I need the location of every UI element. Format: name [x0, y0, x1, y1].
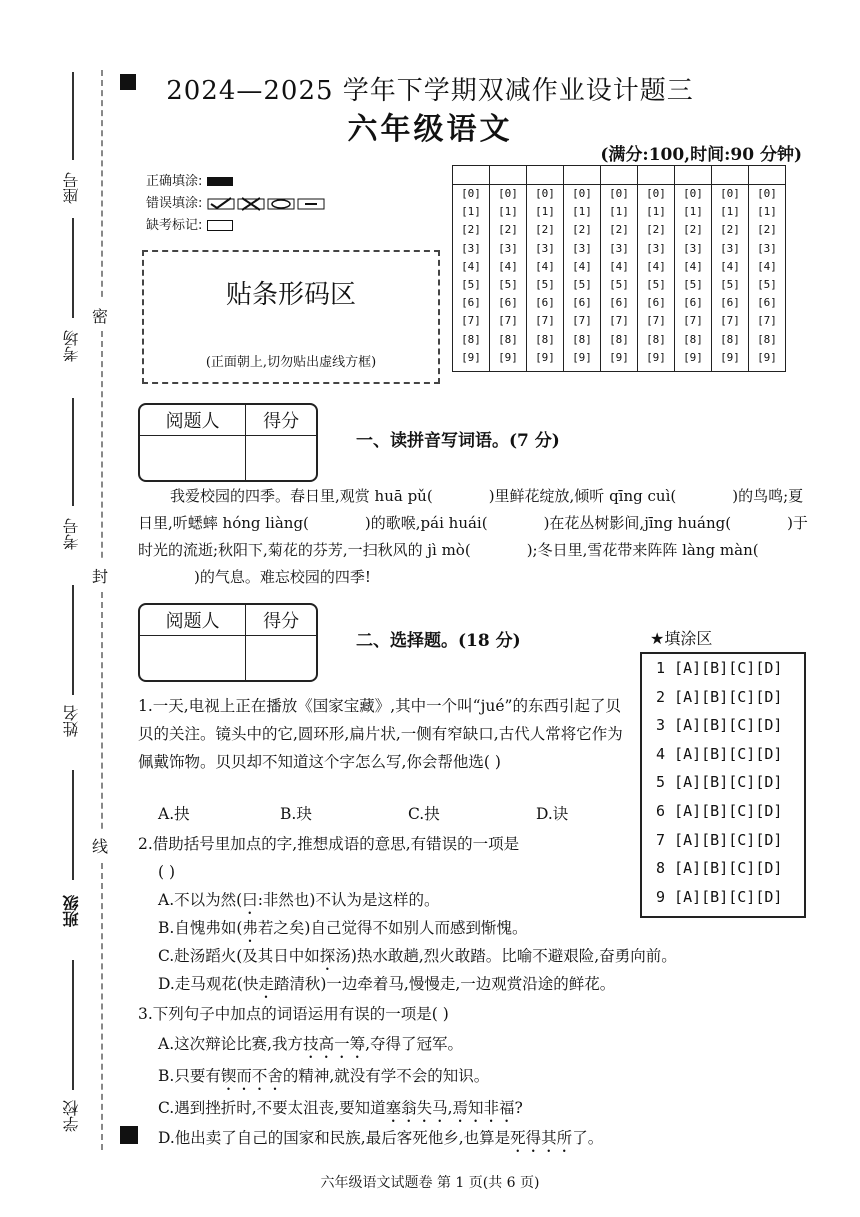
id-bubble[interactable]: [4] — [712, 258, 749, 276]
q3-option-a[interactable] — [158, 1030, 463, 1062]
id-digit-entry[interactable] — [601, 166, 638, 185]
grid-pad — [712, 367, 749, 372]
q2c-post: 汤)热水敢趟,烈火敢踏。比喻不避艰险,奋勇向前。 — [335, 947, 677, 965]
barcode-note: (正面朝上,切勿贴出虚线方框) — [205, 355, 377, 370]
id-bubble[interactable]: [3] — [490, 240, 527, 258]
id-bubble[interactable]: [6] — [564, 294, 601, 312]
id-bubble[interactable]: [9] — [638, 349, 675, 367]
grid-pad — [749, 367, 786, 372]
alignment-marker-bottom — [120, 1126, 138, 1144]
id-bubble[interactable]: [0] — [490, 185, 527, 204]
q2a-pre: A.不以为然( — [158, 891, 243, 909]
id-bubble[interactable]: [1] — [638, 203, 675, 221]
id-bubble[interactable]: [5] — [490, 276, 527, 294]
q3a-post: ,夺得了冠军。 — [365, 1035, 464, 1053]
q2c-dot: 探 — [319, 947, 336, 965]
q1-option-b[interactable]: B.玦 — [280, 805, 312, 823]
q3b-dot: 锲而不舍 — [220, 1067, 283, 1085]
school-line — [72, 960, 74, 1090]
id-bubble[interactable]: [8] — [453, 331, 490, 349]
class-label: 班级 — [62, 895, 81, 927]
q1-option-d[interactable]: D.诀 — [536, 805, 569, 823]
id-bubble[interactable]: [2] — [564, 221, 601, 239]
id-digit-entry[interactable] — [638, 166, 675, 185]
grid-pad — [601, 367, 638, 372]
q3c-pre: C.遇到挫折时,不要太沮丧,要知道 — [158, 1099, 386, 1117]
pinyin-text-7: );冬日里,雪花带来阵阵 làng màn( — [526, 541, 759, 559]
filled-mark-icon — [207, 177, 233, 186]
question-1 — [138, 692, 634, 776]
id-bubble[interactable]: [1] — [601, 203, 638, 221]
id-bubble[interactable]: [8] — [712, 331, 749, 349]
id-bubble[interactable]: [7] — [638, 312, 675, 330]
id-bubble[interactable]: [9] — [601, 349, 638, 367]
id-bubble[interactable]: [8] — [564, 331, 601, 349]
id-bubble[interactable]: [0] — [564, 185, 601, 204]
id-bubble[interactable]: [9] — [490, 349, 527, 367]
id-bubble[interactable]: [3] — [564, 240, 601, 258]
id-bubble[interactable]: [1] — [527, 203, 564, 221]
id-bubble[interactable]: [1] — [749, 203, 786, 221]
reviewer-cell[interactable] — [140, 436, 246, 480]
id-digit-entry[interactable] — [675, 166, 712, 185]
legend-absent-label: 缺考标记: — [146, 218, 203, 233]
score-header: 得分 — [246, 405, 316, 436]
id-bubble[interactable]: [9] — [675, 349, 712, 367]
id-bubble[interactable]: [7] — [527, 312, 564, 330]
q2a-dot: 曰 — [242, 891, 258, 909]
id-digit-entry[interactable] — [453, 166, 490, 185]
id-bubble[interactable]: [7] — [490, 312, 527, 330]
q2-option-d[interactable] — [158, 970, 615, 1002]
q2a-post: :非然也)不认为是这样的。 — [257, 891, 440, 909]
id-bubble[interactable]: [9] — [453, 349, 490, 367]
id-bubble[interactable]: [1] — [564, 203, 601, 221]
score-cell[interactable] — [246, 436, 316, 480]
answer-row[interactable]: 4 [A][B][C][D] — [656, 744, 783, 763]
exam-id-grid — [452, 165, 786, 372]
id-bubble[interactable]: [4] — [601, 258, 638, 276]
section2-title: 二、选择题。(18 分) — [356, 631, 521, 651]
cut-line — [101, 70, 103, 1150]
id-bubble[interactable]: [2] — [712, 221, 749, 239]
id-bubble[interactable]: [2] — [749, 221, 786, 239]
score-table-2 — [138, 603, 318, 682]
score-table-1 — [138, 403, 318, 482]
id-bubble[interactable]: [5] — [601, 276, 638, 294]
q3-option-c[interactable] — [158, 1094, 523, 1126]
pinyin-text-1: 我爱校园的四季。春日里,观赏 huā pǔ( — [170, 487, 433, 505]
id-bubble[interactable]: [9] — [749, 349, 786, 367]
q1-option-a[interactable]: A.抉 — [158, 805, 190, 823]
id-bubble[interactable]: [6] — [638, 294, 675, 312]
id-bubble[interactable]: [0] — [527, 185, 564, 204]
id-bubble[interactable]: [5] — [564, 276, 601, 294]
id-digit-entry[interactable] — [749, 166, 786, 185]
id-bubble[interactable]: [7] — [453, 312, 490, 330]
id-bubble[interactable]: [5] — [527, 276, 564, 294]
question-2-stem: 2.借助括号里加点的字,推想成语的意思,有错误的一项是 — [138, 835, 520, 853]
exam-series-title: 2024—2025 学年下学期双减作业设计题三 — [166, 76, 694, 106]
id-bubble[interactable]: [4] — [490, 258, 527, 276]
id-digit-entry[interactable] — [490, 166, 527, 185]
legend-absent — [146, 214, 233, 233]
answer-row[interactable]: 3 [A][B][C][D] — [656, 716, 783, 735]
answer-row[interactable]: 2 [A][B][C][D] — [656, 687, 783, 706]
id-bubble[interactable]: [8] — [675, 331, 712, 349]
legend-wrong-label: 错误填涂: — [146, 196, 203, 211]
id-bubble[interactable]: [5] — [749, 276, 786, 294]
id-bubble[interactable]: [8] — [601, 331, 638, 349]
page-title: 六年级语文 — [347, 112, 513, 147]
id-bubble[interactable]: [0] — [601, 185, 638, 204]
id-bubble[interactable]: [0] — [638, 185, 675, 204]
id-bubble[interactable]: [3] — [712, 240, 749, 258]
q2d-pre: D.走马观花(快 — [158, 975, 259, 993]
id-bubble[interactable]: [7] — [564, 312, 601, 330]
section1-paragraph — [138, 483, 808, 591]
reviewer-cell-2[interactable] — [140, 636, 246, 680]
pinyin-text-3: )的鸟鸣;夏日里,听蟋蟀 hóng liàng( — [138, 487, 804, 532]
pinyin-text-4: )的歌喉,pái huái( — [364, 514, 488, 532]
id-bubble[interactable]: [1] — [712, 203, 749, 221]
id-bubble[interactable]: [9] — [564, 349, 601, 367]
answer-row[interactable]: 6 [A][B][C][D] — [656, 801, 783, 820]
id-bubble[interactable]: [4] — [749, 258, 786, 276]
q2b-post: 若之矣)自己觉得不如别人而感到惭愧。 — [257, 919, 528, 937]
id-bubble[interactable]: [8] — [490, 331, 527, 349]
question-2-paren: ( ) — [158, 863, 176, 881]
q3a-pre: A.这次辩论比赛,我方 — [158, 1035, 304, 1053]
id-digit-entry[interactable] — [564, 166, 601, 185]
id-bubble[interactable]: [2] — [453, 221, 490, 239]
id-bubble[interactable]: [9] — [527, 349, 564, 367]
id-bubble[interactable]: [4] — [564, 258, 601, 276]
id-bubble[interactable]: [1] — [453, 203, 490, 221]
id-bubble[interactable]: [3] — [601, 240, 638, 258]
q2d-dot: 走 — [258, 975, 274, 993]
id-bubble[interactable]: [6] — [490, 294, 527, 312]
name-label: 姓名 — [62, 705, 81, 737]
q3c-post: ? — [514, 1099, 523, 1117]
seal-mark: 密 — [92, 300, 108, 331]
question-1-stem: 1.一天,电视上正在播放《国家宝藏》,其中一个叫“jué”的东西引起了贝贝的关注。镜头中的它,圆环形,扁片状,一侧有窄缺口,古代人常将它作为佩戴饰物。贝贝却不知道这个字怎么写,你会帮他选( ) — [138, 697, 623, 771]
q2b-dot: 弗 — [242, 919, 258, 937]
q3d-post: 了。 — [572, 1129, 604, 1147]
id-bubble[interactable]: [3] — [638, 240, 675, 258]
q3a-dot: 技高一筹 — [303, 1035, 366, 1053]
id-bubble[interactable]: [2] — [601, 221, 638, 239]
grid-pad — [675, 367, 712, 372]
id-bubble[interactable]: [2] — [490, 221, 527, 239]
id-bubble[interactable]: [4] — [527, 258, 564, 276]
id-bubble[interactable]: [3] — [453, 240, 490, 258]
q3-option-b[interactable] — [158, 1062, 489, 1094]
q2b-pre: B.自愧弗如( — [158, 919, 243, 937]
reviewer-header: 阅题人 — [140, 405, 246, 436]
name-line — [72, 585, 74, 695]
absent-mark-box[interactable] — [207, 220, 233, 231]
id-bubble[interactable]: [7] — [712, 312, 749, 330]
pinyin-text-5: )在花丛树影间,jīng huáng( — [543, 514, 732, 532]
barcode-area — [142, 250, 440, 384]
section1-title: 一、读拼音写词语。(7 分) — [356, 431, 560, 451]
id-bubble[interactable]: [8] — [527, 331, 564, 349]
answer-row[interactable]: 7 [A][B][C][D] — [656, 830, 783, 849]
id-bubble[interactable]: [7] — [749, 312, 786, 330]
pinyin-text-2: )里鲜花绽放,倾听 qīng cuì( — [488, 487, 677, 505]
exam-no-line — [72, 398, 74, 506]
id-bubble[interactable]: [6] — [675, 294, 712, 312]
id-bubble[interactable]: [0] — [453, 185, 490, 204]
pinyin-text-8: )的气息。难忘校园的四季! — [194, 568, 371, 586]
id-bubble[interactable]: [9] — [712, 349, 749, 367]
exam-no-label: 考号 — [62, 518, 81, 550]
reviewer-header-2: 阅题人 — [140, 605, 246, 636]
q3b-post: 的精神,就没有学不会的知识。 — [282, 1067, 490, 1085]
id-bubble[interactable]: [1] — [675, 203, 712, 221]
grid-pad — [638, 367, 675, 372]
answer-fill-area — [640, 652, 806, 918]
grid-pad — [564, 367, 601, 372]
id-bubble[interactable]: [3] — [675, 240, 712, 258]
answer-row[interactable]: 8 [A][B][C][D] — [656, 859, 783, 878]
answer-row[interactable]: 9 [A][B][C][D] — [656, 887, 783, 906]
id-bubble[interactable]: [7] — [675, 312, 712, 330]
id-bubble[interactable]: [4] — [638, 258, 675, 276]
legend-correct-label: 正确填涂: — [146, 174, 203, 189]
id-bubble[interactable]: [0] — [749, 185, 786, 204]
barcode-title: 贴条形码区 — [225, 280, 356, 310]
id-bubble[interactable]: [7] — [601, 312, 638, 330]
question-3-stem: 3.下列句子中加点的词语运用有误的一项是( ) — [138, 1005, 449, 1023]
q3b-pre: B.只要有 — [158, 1067, 221, 1085]
id-bubble[interactable]: [3] — [527, 240, 564, 258]
id-bubble[interactable]: [5] — [675, 276, 712, 294]
id-bubble[interactable]: [2] — [527, 221, 564, 239]
id-bubble[interactable]: [5] — [712, 276, 749, 294]
room-line — [72, 218, 74, 318]
id-bubble[interactable]: [6] — [712, 294, 749, 312]
pinyin-text-6: )于时光的流逝;秋阳下,菊花的芬芳,一扫秋风的 jì mò( — [138, 514, 808, 559]
id-bubble[interactable]: [6] — [601, 294, 638, 312]
id-bubble[interactable]: [2] — [675, 221, 712, 239]
q3d-pre: D.他出卖了自己的国家和民族,最后客死他乡,也算是 — [158, 1129, 511, 1147]
id-digit-entry[interactable] — [712, 166, 749, 185]
line-mark: 线 — [92, 830, 108, 861]
id-bubble[interactable]: [8] — [749, 331, 786, 349]
exam-meta: (满分:100,时间:90 分钟) — [600, 145, 802, 165]
legend-wrong — [146, 192, 325, 211]
grid-pad — [527, 367, 564, 372]
grid-pad — [490, 367, 527, 372]
id-bubble[interactable]: [5] — [453, 276, 490, 294]
answer-row[interactable]: 5 [A][B][C][D] — [656, 773, 783, 792]
id-bubble[interactable]: [6] — [749, 294, 786, 312]
answer-row[interactable]: 1 [A][B][C][D] — [656, 659, 783, 677]
id-bubble[interactable]: [5] — [638, 276, 675, 294]
id-bubble[interactable]: [4] — [453, 258, 490, 276]
answer-area-title: ★填涂区 — [650, 629, 713, 648]
score-header-2: 得分 — [246, 605, 316, 636]
seat-label: 座号 — [62, 172, 81, 204]
legend-correct — [146, 170, 233, 189]
id-bubble[interactable]: [2] — [638, 221, 675, 239]
id-bubble[interactable]: [0] — [675, 185, 712, 204]
q2d-post: 踏清秋)一边牵着马,慢慢走,一边观赏沿途的鲜花。 — [273, 975, 616, 993]
score-cell-2[interactable] — [246, 636, 316, 680]
wrong-marks-icon — [207, 197, 325, 211]
id-digit-entry[interactable] — [527, 166, 564, 185]
id-bubble[interactable]: [8] — [638, 331, 675, 349]
class-line — [72, 770, 74, 880]
id-bubble[interactable]: [1] — [490, 203, 527, 221]
q3d-dot: 死得其所 — [510, 1129, 573, 1147]
page-footer: 六年级语文试题卷 第 1 页(共 6 页) — [320, 1175, 540, 1191]
q3-option-d[interactable] — [158, 1124, 603, 1156]
id-bubble[interactable]: [3] — [749, 240, 786, 258]
q1-option-c[interactable]: C.抉 — [408, 805, 440, 823]
id-bubble[interactable]: [6] — [527, 294, 564, 312]
id-bubble[interactable]: [4] — [675, 258, 712, 276]
room-label: 考场 — [62, 330, 81, 362]
id-bubble[interactable]: [0] — [712, 185, 749, 204]
q3c-dot: 塞翁失马,焉知非福 — [385, 1099, 515, 1117]
id-bubble[interactable]: [6] — [453, 294, 490, 312]
grid-pad — [453, 367, 490, 372]
seal-mark-2: 封 — [92, 560, 108, 591]
q2c-pre: C.赴汤蹈火(及其日中如 — [158, 947, 320, 965]
school-label: 学校 — [62, 1100, 81, 1132]
